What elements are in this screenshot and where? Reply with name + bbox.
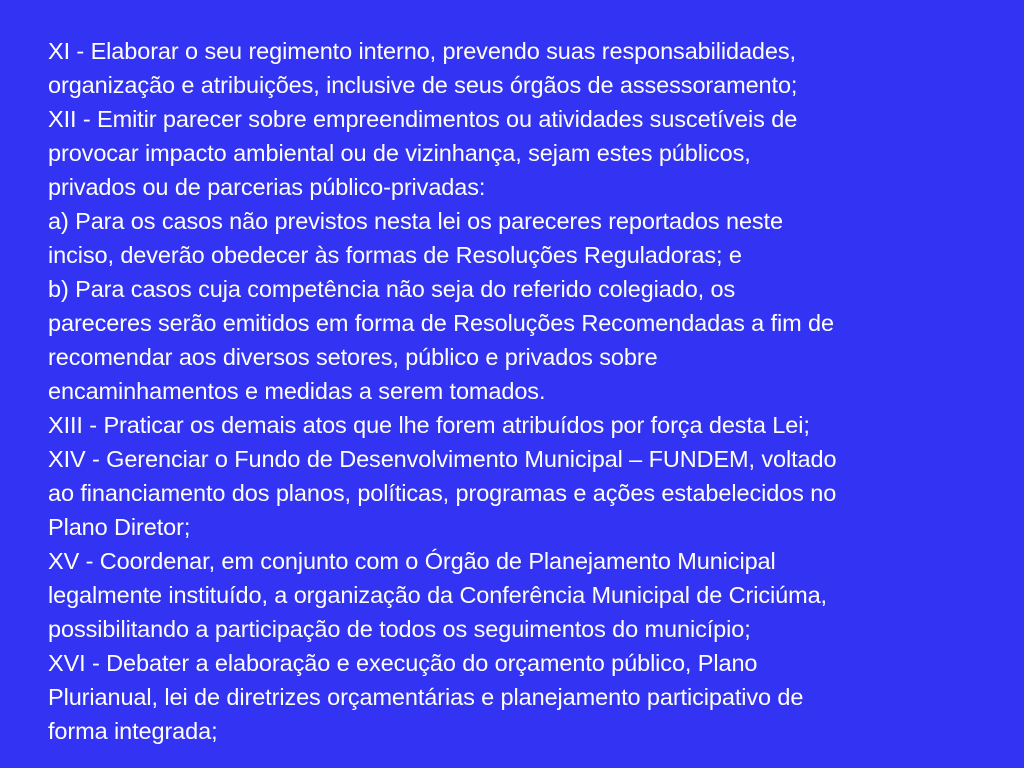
text-line: forma integrada; [48, 718, 218, 744]
text-line: provocar impacto ambiental ou de vizinhança, sejam estes públicos, [48, 140, 751, 166]
text-line: organização e atribuições, inclusive de seus órgãos de assessoramento; [48, 72, 798, 98]
text-line: ao financiamento dos planos, políticas, programas e ações estabelecidos no [48, 480, 837, 506]
text-line: Plano Diretor; [48, 514, 191, 540]
text-line: privados ou de parcerias público-privadas: [48, 174, 486, 200]
text-line: XII - Emitir parecer sobre empreendimentos ou atividades suscetíveis de [48, 106, 798, 132]
text-line: possibilitando a participação de todos os seguimentos do município; [48, 616, 751, 642]
text-line: recomendar aos diversos setores, público e privados sobre [48, 344, 658, 370]
text-line: XIV - Gerenciar o Fundo de Desenvolvimento Municipal – FUNDEM, voltado [48, 446, 837, 472]
text-line: XI - Elaborar o seu regimento interno, prevendo suas responsabilidades, [48, 38, 796, 64]
text-line: b) Para casos cuja competência não seja do referido colegiado, os [48, 276, 736, 302]
text-line: XV - Coordenar, em conjunto com o Órgão de Planejamento Municipal [48, 548, 776, 574]
slide-body-text [48, 34, 1014, 748]
text-line: XVI - Debater a elaboração e execução do orçamento público, Plano [48, 650, 758, 676]
text-line: Plurianual, lei de diretrizes orçamentárias e planejamento participativo de [48, 684, 804, 710]
text-line: encaminhamentos e medidas a serem tomados. [48, 378, 546, 404]
text-line: pareceres serão emitidos em forma de Resoluções Recomendadas a fim de [48, 310, 834, 336]
text-line: XIII - Praticar os demais atos que lhe forem atribuídos por força desta Lei; [48, 412, 810, 438]
text-line: a) Para os casos não previstos nesta lei os pareceres reportados neste [48, 208, 783, 234]
text-line: legalmente instituído, a organização da Conferência Municipal de Criciúma, [48, 582, 827, 608]
text-line: inciso, deverão obedecer às formas de Resoluções Reguladoras; e [48, 242, 742, 268]
